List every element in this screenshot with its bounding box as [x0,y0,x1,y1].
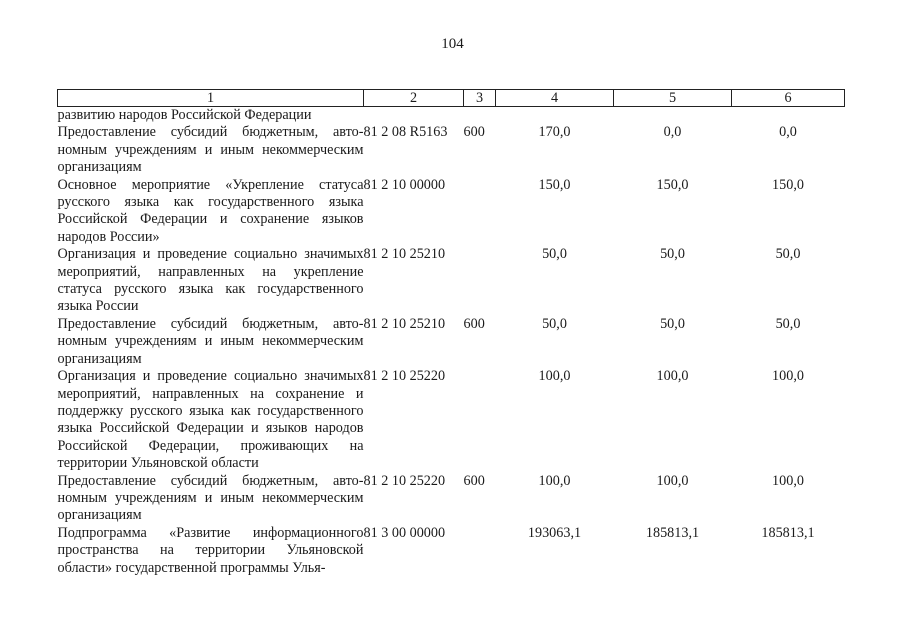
row-type [464,525,496,577]
row-type [464,368,496,472]
col-header-2: 2 [364,90,464,107]
row-value-4: 100,0 [538,472,571,489]
row-type [464,177,496,247]
row-code: 81 2 10 25220 [363,368,446,385]
col-header-5: 5 [614,90,732,107]
row-value-6: 100,0 [772,368,804,385]
table-row [58,124,845,176]
budget-table [57,89,845,577]
row-value-4: 170,0 [538,124,571,141]
row-value-4 [496,107,614,125]
row-value-6: 185813,1 [761,524,815,541]
row-name: развитию народов Российской Федерации [57,107,312,123]
row-code: 81 2 10 25220 [363,472,446,489]
row-name: Предоставление субсидий бюджетным, автономным учреждениям и иным некоммерческим организациям [57,124,364,176]
row-name: Организация и проведение социально значимых мероприятий, направленных на сохранение и поддержку русского языка как государственного языка Российской Федерации и языков народов Российской Федерации, проживающих на территории Ульяновской области [57,368,364,472]
row-name: Предоставление субсидий бюджетным, автономным учреждениям и иным некоммерческим организациям [57,315,364,367]
row-value-4: 150,0 [538,176,571,193]
col-header-3: 3 [464,90,496,107]
row-value-5: 50,0 [660,246,685,263]
row-value-6: 150,0 [772,176,804,193]
col-header-1: 1 [58,90,364,107]
row-value-4: 100,0 [538,368,571,385]
row-type: 600 [463,472,485,489]
row-code: 81 3 00 00000 [363,524,446,541]
row-value-6 [732,107,845,125]
table-row [58,473,845,525]
row-value-4: 50,0 [542,246,567,263]
row-value-5: 185813,1 [645,524,700,541]
row-value-5: 150,0 [656,176,689,193]
col-header-4: 4 [496,90,614,107]
row-name: Основное мероприятие «Укрепление статуса русского языка как государственного языка Российской Федерации и сохранение языков народов России» [57,176,364,245]
row-name: Предоставление субсидий бюджетным, автономным учреждениям и иным некоммерческим организациям [57,472,364,524]
row-value-5 [614,107,732,125]
row-value-6: 0,0 [779,124,797,141]
table-row [58,368,845,472]
table-row [58,525,845,577]
row-type: 600 [463,315,485,332]
row-value-4: 50,0 [542,315,567,332]
page-number: 104 [441,36,464,52]
table-body [58,107,845,577]
row-name: Организация и проведение социально значимых мероприятий, направленных на укрепление статуса русского языка как государственного языка России [57,246,364,315]
table-row [58,177,845,247]
row-value-5: 50,0 [660,315,685,332]
row-value-6: 50,0 [775,315,801,332]
row-code: 81 2 08 R5163 [363,124,448,141]
table-row [58,107,845,125]
row-code: 81 2 10 25210 [363,315,446,332]
row-type: 600 [463,124,485,141]
row-name: Подпрограмма «Развитие информационного пространства на территории Ульяновской области» государственной программы Улья- [57,524,364,576]
row-code [364,107,464,125]
row-value-6: 50,0 [775,246,801,263]
table-row [58,246,845,316]
row-type [464,246,496,316]
col-header-6: 6 [732,90,845,107]
table-row [58,316,845,368]
row-value-5: 0,0 [663,124,682,141]
row-type [464,107,496,125]
row-code: 81 2 10 25210 [363,246,446,263]
row-value-5: 100,0 [656,472,689,489]
row-value-5: 100,0 [656,368,689,385]
row-code: 81 2 10 00000 [363,176,446,193]
row-value-6: 100,0 [772,472,804,489]
header-row [58,90,845,107]
row-value-4: 193063,1 [527,524,582,541]
